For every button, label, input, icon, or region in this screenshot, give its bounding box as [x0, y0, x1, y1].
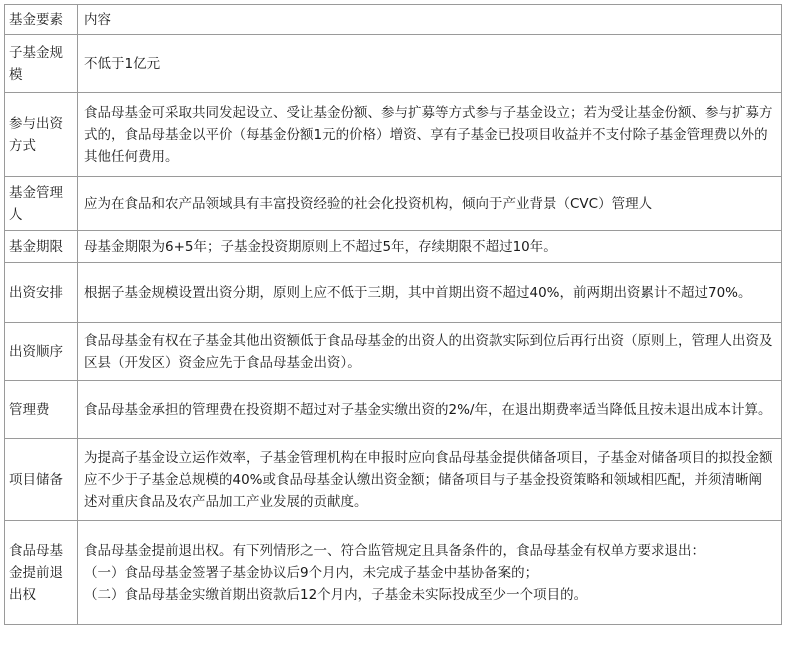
table-row — [5, 35, 782, 93]
table-row — [5, 231, 782, 263]
row-key-text: 基金管理人 — [9, 184, 63, 223]
row-value-text: 根据子基金规模设置出资分期，原则上应不低于三期，其中首期出资不超过40%，前两期出资累计不超过70%。 — [84, 284, 752, 301]
row-value-text: 食品母基金可采取共同发起设立、受让基金份额、参与扩募等方式参与子基金设立；若为受让基金份额、参与扩募方式的，食品母基金以平价（每基金份额1元的价格）增资、享有子基金已投项目收益并不支付除子基金管理费以外的其他任何费用。 — [84, 104, 773, 165]
row-key-text: 出资安排 — [9, 284, 63, 301]
row-key-text: 出资顺序 — [9, 343, 63, 360]
row-value-text: 食品母基金承担的管理费在投资期不超过对子基金实缴出资的2%/年，在退出期费率适当降低且按未退出成本计算。 — [84, 401, 772, 418]
row-value-cell — [78, 381, 782, 439]
row-key-cell — [5, 381, 78, 439]
exit-condition-item: （二）食品母基金实缴首期出资款后12个月内，子基金未实际投成至少一个项目的。 — [84, 586, 588, 603]
row-value-cell — [78, 439, 782, 521]
row-value-text: 为提高子基金设立运作效率，子基金管理机构在申报时应向食品母基金提供储备项目，子基金对储备项目的拟投金额应不少于子基金总规模的40%或食品母基金认缴出资金额；储备项目与子基金投资策略和领域相匹配，并须清晰阐述对重庆食品及农产品加工产业发展的贡献度。 — [84, 449, 773, 510]
header-key-cell — [5, 5, 78, 35]
row-key-text: 管理费 — [9, 401, 50, 418]
row-key-cell — [5, 439, 78, 521]
exit-condition-item: （一）食品母基金签署子基金协议后9个月内，未完成子基金中基协备案的； — [84, 564, 539, 581]
header-value-cell — [78, 5, 782, 35]
row-key-cell — [5, 35, 78, 93]
header-key-text: 基金要素 — [9, 11, 63, 28]
fund-terms-table — [4, 4, 782, 625]
row-value-text: 母基金期限为6+5年；子基金投资期原则上不超过5年，存续期限不超过10年。 — [84, 238, 557, 255]
row-key-cell — [5, 521, 78, 625]
row-key-cell — [5, 93, 78, 177]
row-key-text: 子基金规模 — [9, 44, 63, 83]
row-value-cell — [78, 521, 782, 625]
row-value-cell — [78, 323, 782, 381]
table-row — [5, 177, 782, 231]
row-key-cell — [5, 177, 78, 231]
fund-terms-table-wrapper — [4, 4, 782, 625]
table-header-row — [5, 5, 782, 35]
row-key-text: 食品母基金提前退出权 — [9, 542, 63, 603]
header-value-text: 内容 — [84, 11, 111, 28]
row-value-cell — [78, 177, 782, 231]
row-value-cell — [78, 263, 782, 323]
row-value-cell — [78, 231, 782, 263]
row-key-cell — [5, 263, 78, 323]
row-key-cell — [5, 231, 78, 263]
row-value-text: 应为在食品和农产品领域具有丰富投资经验的社会化投资机构，倾向于产业背景（CVC）管理人 — [84, 195, 653, 212]
row-value-text: 食品母基金有权在子基金其他出资额低于食品母基金的出资人的出资款实际到位后再行出资（原则上，管理人出资及区县（开发区）资金应先于食品母基金出资）。 — [84, 332, 773, 371]
exit-right-intro: 食品母基金提前退出权。有下列情形之一、符合监管规定且具备条件的，食品母基金有权单方要求退出： — [84, 542, 705, 559]
row-value-cell — [78, 93, 782, 177]
row-value-cell — [78, 35, 782, 93]
row-key-cell — [5, 323, 78, 381]
row-key-text: 基金期限 — [9, 238, 63, 255]
table-row — [5, 381, 782, 439]
table-row — [5, 521, 782, 625]
table-row — [5, 439, 782, 521]
row-key-text: 参与出资方式 — [9, 115, 63, 154]
row-value-text: 不低于1亿元 — [84, 55, 161, 72]
table-row — [5, 263, 782, 323]
row-key-text: 项目储备 — [9, 471, 63, 488]
table-row — [5, 93, 782, 177]
table-row — [5, 323, 782, 381]
